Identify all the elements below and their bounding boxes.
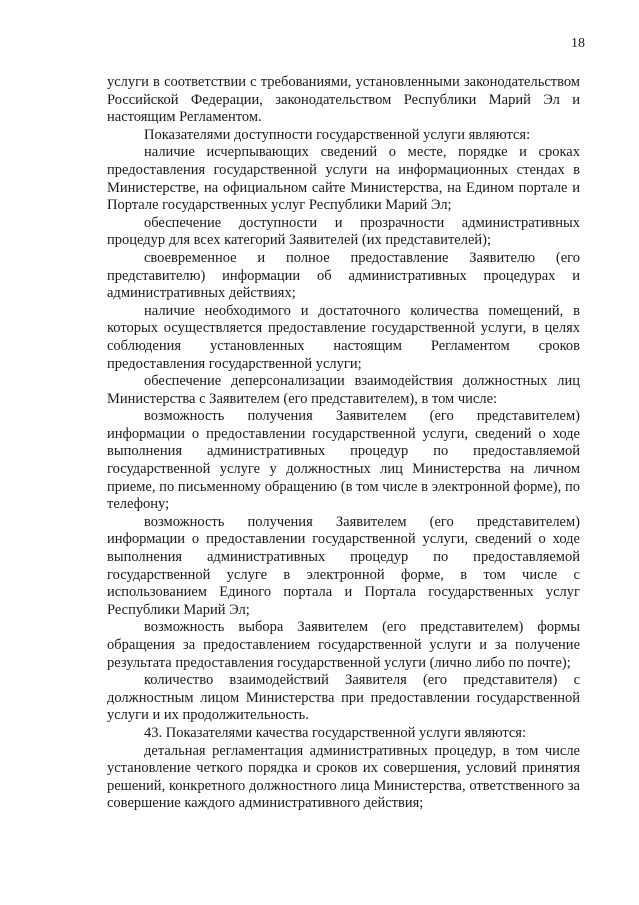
page-number: 18 bbox=[571, 36, 585, 51]
paragraph-quality-heading: 43. Показателями качества государственной услуги являются: bbox=[144, 724, 527, 741]
paragraph-info-electronic: возможность получения Заявителем (его представителем) информации о предоставлении государственной услуги, сведений о ходе выполнения административных процедур по предоставляемой государственной услуге в электронной форме, в том числе с использованием Единого портала и Портала государственных услуг Республики Марий Эл; bbox=[107, 513, 580, 618]
document-body bbox=[107, 74, 580, 813]
paragraph-timely-info: своевременное и полное предоставление Заявителю (его представителю) информации об административных процедурах и административных действиях; bbox=[107, 249, 580, 302]
paragraph-info-personal: возможность получения Заявителем (его представителем) информации о предоставлении государственной услуги, сведений о ходе выполнения административных процедур по предоставляемой государственной услуге у должностных лиц Министерства на личном приеме, по письменному обращению (в том числе в электронной форме), по телефону; bbox=[107, 408, 580, 513]
paragraph-regulation-detail: детальная регламентация административных процедур, в том числе установление четкого порядка и сроков их совершения, условий принятия решений, конкретного должностного лица Министерства, ответственного за совершение каждого административного действия; bbox=[107, 742, 580, 812]
paragraph-form-choice: возможность выбора Заявителем (его представителем) формы обращения за предоставлением государственной услуги и за получение результата предоставления государственной услуги (лично либо по почте); bbox=[107, 619, 580, 671]
paragraph-interactions: количество взаимодействий Заявителя (его представителя) с должностным лицом Министерства при предоставлении государственной услуги и их продолжительность. bbox=[107, 672, 580, 724]
paragraph-info-availability: наличие исчерпывающих сведений о месте, порядке и сроках предоставления государственной услуги на информационных стендах в Министерстве, на официальном сайте Министерства, на Едином портале и Портале государственных услуг Республики Марий Эл; bbox=[107, 144, 580, 214]
paragraph-depersonalization: обеспечение деперсонализации взаимодействия должностных лиц Министерства с Заявителем (его представителем), в том числе: bbox=[107, 373, 580, 407]
paragraph-procedure-transparency: обеспечение доступности и прозрачности административных процедур для всех категорий Заявителей (их представителей); bbox=[107, 214, 580, 249]
paragraph-premises: наличие необходимого и достаточного количества помещений, в которых осуществляется предоставление государственной услуги, в целях соблюдения установленных настоящим Регламентом сроков предоставления государственной услуги; bbox=[107, 302, 580, 372]
paragraph-accessibility-intro: Показателями доступности государственной услуги являются: bbox=[144, 126, 531, 143]
paragraph-continuation: услуги в соответствии с требованиями, установленными законодательством Российской Федерации, законодательством Республики Марий Эл и настоящим Регламентом. bbox=[107, 74, 580, 126]
